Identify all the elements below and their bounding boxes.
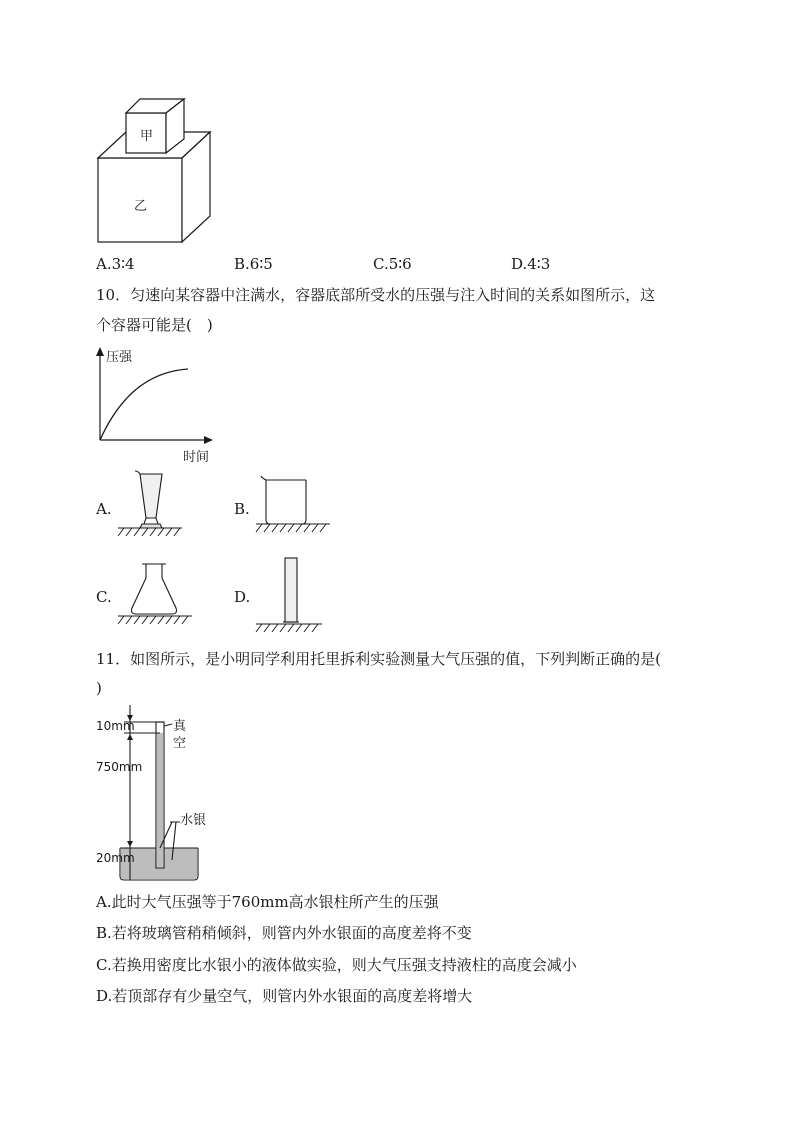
q10-stem-line-1: 10．匀速向某容器中注满水，容器底部所受水的压强与注入时间的关系如图所示，这 [96, 286, 656, 304]
q10-option-b[interactable]: B. [234, 500, 250, 518]
block-jia-label: 甲 [140, 129, 154, 144]
graph-x-axis-label: 时间 [183, 450, 210, 465]
vacuum-label-1: 真 [173, 719, 187, 734]
column-top-arrow-icon [127, 734, 133, 740]
q9-option-a[interactable]: A.3∶4 [96, 255, 135, 273]
graph-y-axis-label: 压强 [106, 350, 133, 365]
q11-stem-line-1: 11．如图所示，是小明同学利用托里拆利实验测量大气压强的值，下列判断正确的是( [96, 650, 661, 668]
vacuum-label-2: 空 [173, 736, 187, 751]
q9-option-d[interactable]: D.4∶3 [511, 255, 551, 273]
q11-stem-line-2: ) [96, 679, 102, 697]
mercury-label: 水银 [180, 813, 207, 828]
q9-option-b[interactable]: B.6∶5 [234, 255, 273, 273]
dish-depth-label: 20mm [96, 851, 135, 865]
q10-option-d[interactable]: D. [234, 588, 251, 606]
q11-option-d[interactable]: D.若顶部存有少量空气，则管内外水银面的高度差将增大 [96, 987, 473, 1005]
q11-option-a[interactable]: A.此时大气压强等于760mm高水银柱所产生的压强 [96, 893, 439, 911]
top-gap-label: 10mm [96, 719, 135, 733]
q10-option-a[interactable]: A. [96, 500, 112, 518]
column-bottom-arrow-icon [127, 841, 133, 847]
q11-option-b[interactable]: B.若将玻璃管稍稍倾斜，则管内外水银面的高度差将不变 [96, 924, 472, 942]
block-yi-label: 乙 [134, 199, 148, 214]
q9-option-c[interactable]: C.5∶6 [373, 255, 412, 273]
q10-stem-line-2: 个容器可能是( ) [96, 316, 213, 334]
q10-option-c[interactable]: C. [96, 588, 112, 606]
column-height-label: 750mm [96, 760, 143, 774]
q11-option-c[interactable]: C.若换用密度比水银小的液体做实验，则大气压强支持液柱的高度会减小 [96, 956, 577, 974]
